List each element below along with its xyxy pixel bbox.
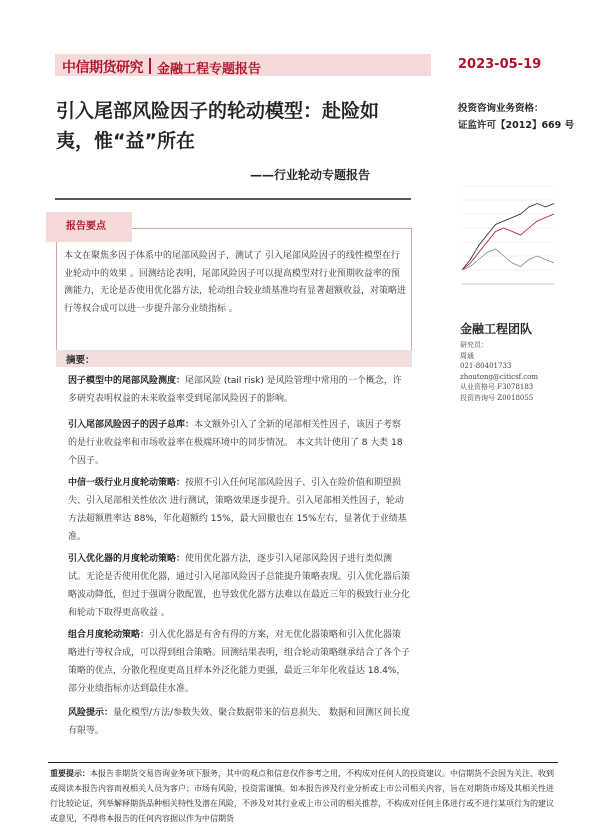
paragraph-text: 本文额外引入了全新的尾部相关性因子，该因子考察的是行业收益率和市场收益率在极端环境中的同步情况。 本文共计使用了 8 大类 18 个因子。 <box>68 420 403 466</box>
paragraph-text: 尾部风险 (tail risk) 是风险管理中常用的一个概念，许多研究表明权益的未来收益率受到尾部风险因子的影响。 <box>68 376 402 404</box>
title-divider <box>55 198 411 200</box>
paragraph-text: 引入优化器是有舍有得的方案，对无优化器策略和引入优化器策略进行等权合成，可以得到组合策略。回测结果表明，组合轮动策略继承结合了各个子策略的优点，分散化程度更高且样本外泛化能力更强，最近三年年化收益达 18.4%，部分业绩指标亦达到最佳水准。 <box>68 630 411 694</box>
report-subtitle: ——行业轮动专题报告 <box>250 168 371 182</box>
paragraph-text: 量化模型/方法/参数失效、聚合数据带来的信息损失、 数据和回测区间长度有限等。 <box>68 708 410 736</box>
summary-label: 摘要： <box>66 355 95 366</box>
report-series: 金融工程专题报告 <box>157 62 262 77</box>
paragraph-heading: 风险提示： <box>68 708 114 718</box>
company-logo: 中信期货研究 <box>62 60 143 76</box>
abstract-text: 本文在聚焦多因子体系中的尾部风险因子，测试了 引入尾部风险因子的线性模型在行业轮动中的效果 。回测结论表明，尾部风险因子可以提高模型对行业预期收益率的预测能力，无论是否使用优化器方法，轮动组合较业绩基准均有显著超额收益，对策略进行等权合成可以进一步提升部分业绩指标 。 <box>64 251 407 315</box>
paragraph-heading: 中信一级行业月度轮动策略： <box>68 478 186 488</box>
chart-svg <box>458 180 558 290</box>
analyst-role: 研究员： <box>460 341 488 349</box>
qualification-block <box>458 100 574 134</box>
analyst-info <box>460 340 538 404</box>
analyst-name: 周通 <box>460 351 474 360</box>
analyst-cert: 从业资格号 F3078183 <box>460 383 534 392</box>
paragraph-heading: 组合月度轮动策略： <box>68 630 150 640</box>
chart-series-line-3 <box>462 249 554 270</box>
summary-paragraph <box>68 474 410 546</box>
summary-paragraph <box>68 550 410 622</box>
disclaimer-label: 重要提示： <box>50 769 90 778</box>
summary-paragraph <box>68 372 410 408</box>
team-name: 金融工程团队 <box>460 322 533 336</box>
report-title: 引入尾部风险因子的轮动模型：赴险如夷，惟“益”所在 <box>56 100 380 152</box>
summary-paragraph <box>68 626 410 698</box>
paragraph-heading: 引入优化器的月度轮动策略： <box>68 554 186 564</box>
paragraph-heading: 因子模型中的尾部风险测度： <box>68 376 186 386</box>
analyst-email[interactable]: zhoutong@citicsf.com <box>460 372 538 381</box>
report-date: 2023-05-19 <box>458 57 542 72</box>
mini-chart <box>458 180 558 294</box>
summary-band <box>56 350 412 367</box>
paragraph-text: 按照不引入任何尾部风险因子、引入在险价值和期望损失、引入尾部相关性依次 进行测试，策略效果逐步提升。引入尾部相关性因子，轮动方法超额胜率达 88%，年化超额约 15%，最大回撤也在 15%左右，显著优于业绩基准。 <box>68 478 407 542</box>
paragraph-heading: 引入尾部风险因子的因子总库： <box>68 420 195 430</box>
paragraph-text: 使用优化器方法，逐步引入尾部风险因子进行类似测试。无论是否使用优化器，通过引入尾部风险因子总能提升策略表现。引入优化器后策略波动降低，但过于强调分散配置，也导致优化器方法难以在最近三年的极致行业分化和轮动下取得更高收益 。 <box>68 554 411 618</box>
disclaimer-text: 本报告非期货交易咨询业务项下服务，其中的观点和信息仅作参考之用，不构成对任何人的投资建议。中信期货不会因为关注、收到或阅读本报告内容而视相关人员为客户；市场有风险，投资需谨慎。如本报告涉及行业分析或上市公司相关内容，旨在对期货市场及其相关性进行比较论证，列举解释期货品种相关特性及潜在风险，不涉及对其行业或上市公司的相关推荐，不构成对任何主体进行或不进行某项行为的建议或意见，不得将本报告的任何内容据以作为中信期货 <box>50 769 554 823</box>
chart-series-line-1 <box>462 204 554 271</box>
analyst-phone: 021-80401733 <box>460 362 512 371</box>
cert-line-1: 投资咨询业务资格： <box>458 103 544 114</box>
abstract-label: 报告要点 <box>46 212 132 242</box>
analyst-advisor: 投资咨询号 Z0018055 <box>460 393 534 402</box>
disclaimer <box>50 766 560 826</box>
summary-paragraph <box>68 416 410 470</box>
header-separator <box>149 58 151 74</box>
disclaimer-divider <box>48 762 558 763</box>
cert-line-2: 证监许可【2012】669 号 <box>458 120 575 131</box>
summary-paragraph <box>68 704 410 740</box>
